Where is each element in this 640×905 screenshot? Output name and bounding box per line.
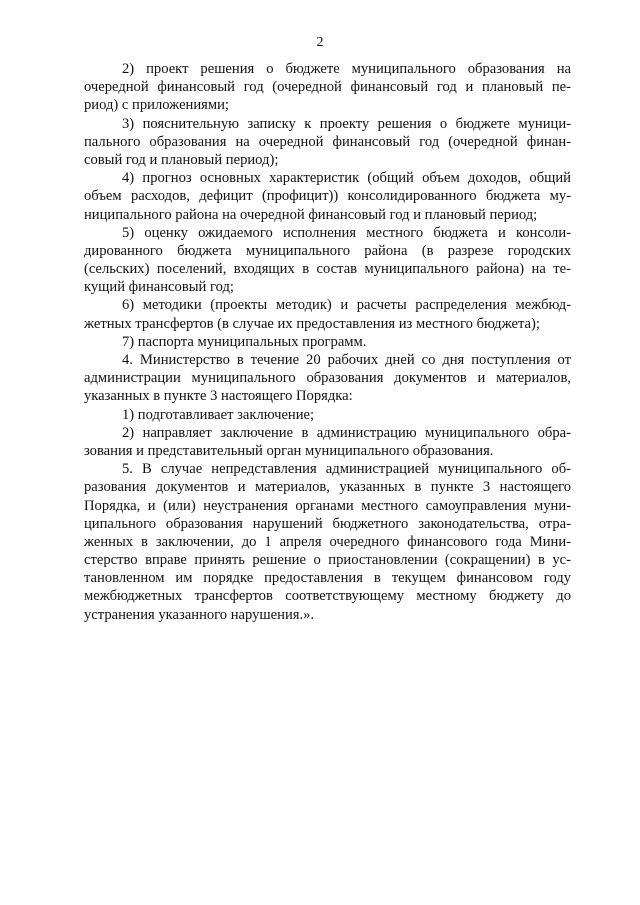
text-line: устранения указанного нарушения.».: [84, 606, 315, 623]
text-line: очередной финансовый год (очередной финансовый год и плановый пе-: [84, 79, 571, 96]
text-line: пального образования на очередной финансовый год (очередной финан-: [84, 133, 571, 150]
text-line: риод) с приложениями;: [84, 97, 229, 114]
text-line: совый год и плановый период);: [84, 151, 279, 168]
text-line: объем расходов, дефицит (профицит)) консолидированного бюджета му-: [84, 188, 571, 205]
text-line: 2) направляет заключение в администрацию муниципального обра-: [122, 424, 571, 441]
text-line: межбюджетных трансфертов соответствующему местному бюджету до: [84, 588, 571, 605]
text-line: женных в заключении, до 1 апреля очередного финансового года Мини-: [84, 533, 571, 550]
text-line: 2) проект решения о бюджете муниципального образования на: [122, 61, 571, 77]
text-line: Порядка, и (или) неустранения органами местного самоуправления муни-: [84, 497, 571, 514]
text-line: 7) паспорта муниципальных программ.: [122, 333, 367, 350]
text-line: 1) подготавливает заключение;: [122, 406, 315, 423]
text-line: (сельских) поселений, входящих в состав муниципального района) на те-: [84, 261, 571, 278]
text-line: ниципального района на очередной финансовый год и плановый период;: [84, 206, 538, 223]
text-line: кущий финансовый год;: [84, 279, 234, 296]
text-line: 5) оценку ожидаемого исполнения местного бюджета и консоли-: [122, 224, 571, 241]
text-line: 3) пояснительную записку к проекту решения о бюджете муници-: [122, 115, 571, 132]
text-line: разования документов и материалов, указанных в пункте 3 настоящего: [84, 479, 571, 496]
text-line: 6) методики (проекты методик) и расчеты распределения межбюд-: [122, 297, 571, 314]
text-line: ципального образования нарушений бюджетного законодательства, отра-: [84, 515, 571, 532]
text-line: жетных трансфертов (в случае их предоставления из местного бюджета);: [84, 315, 540, 332]
page-number: 2: [316, 35, 324, 50]
text-line: дированного бюджета муниципального района (в разрезе городских: [84, 242, 571, 259]
text-line: администрации муниципального образования документов и материалов,: [84, 370, 571, 387]
text-line: тановленном им порядке предоставления в текущем финансовом году: [84, 570, 571, 587]
text-line: указанных в пункте 3 настоящего Порядка:: [84, 388, 353, 405]
text-line: зования и представительный орган муниципального образования.: [84, 442, 494, 459]
document-body: [84, 60, 571, 624]
text-line: 5. В случае непредставления администрацией муниципального об-: [122, 461, 571, 478]
text-line: 4) прогноз основных характеристик (общий объем доходов, общий: [122, 170, 571, 187]
text-line: стерство вправе принять решение о приостановлении (сокращении) в ус-: [84, 552, 571, 569]
text-line: 4. Министерство в течение 20 рабочих дней со дня поступления от: [122, 352, 571, 368]
